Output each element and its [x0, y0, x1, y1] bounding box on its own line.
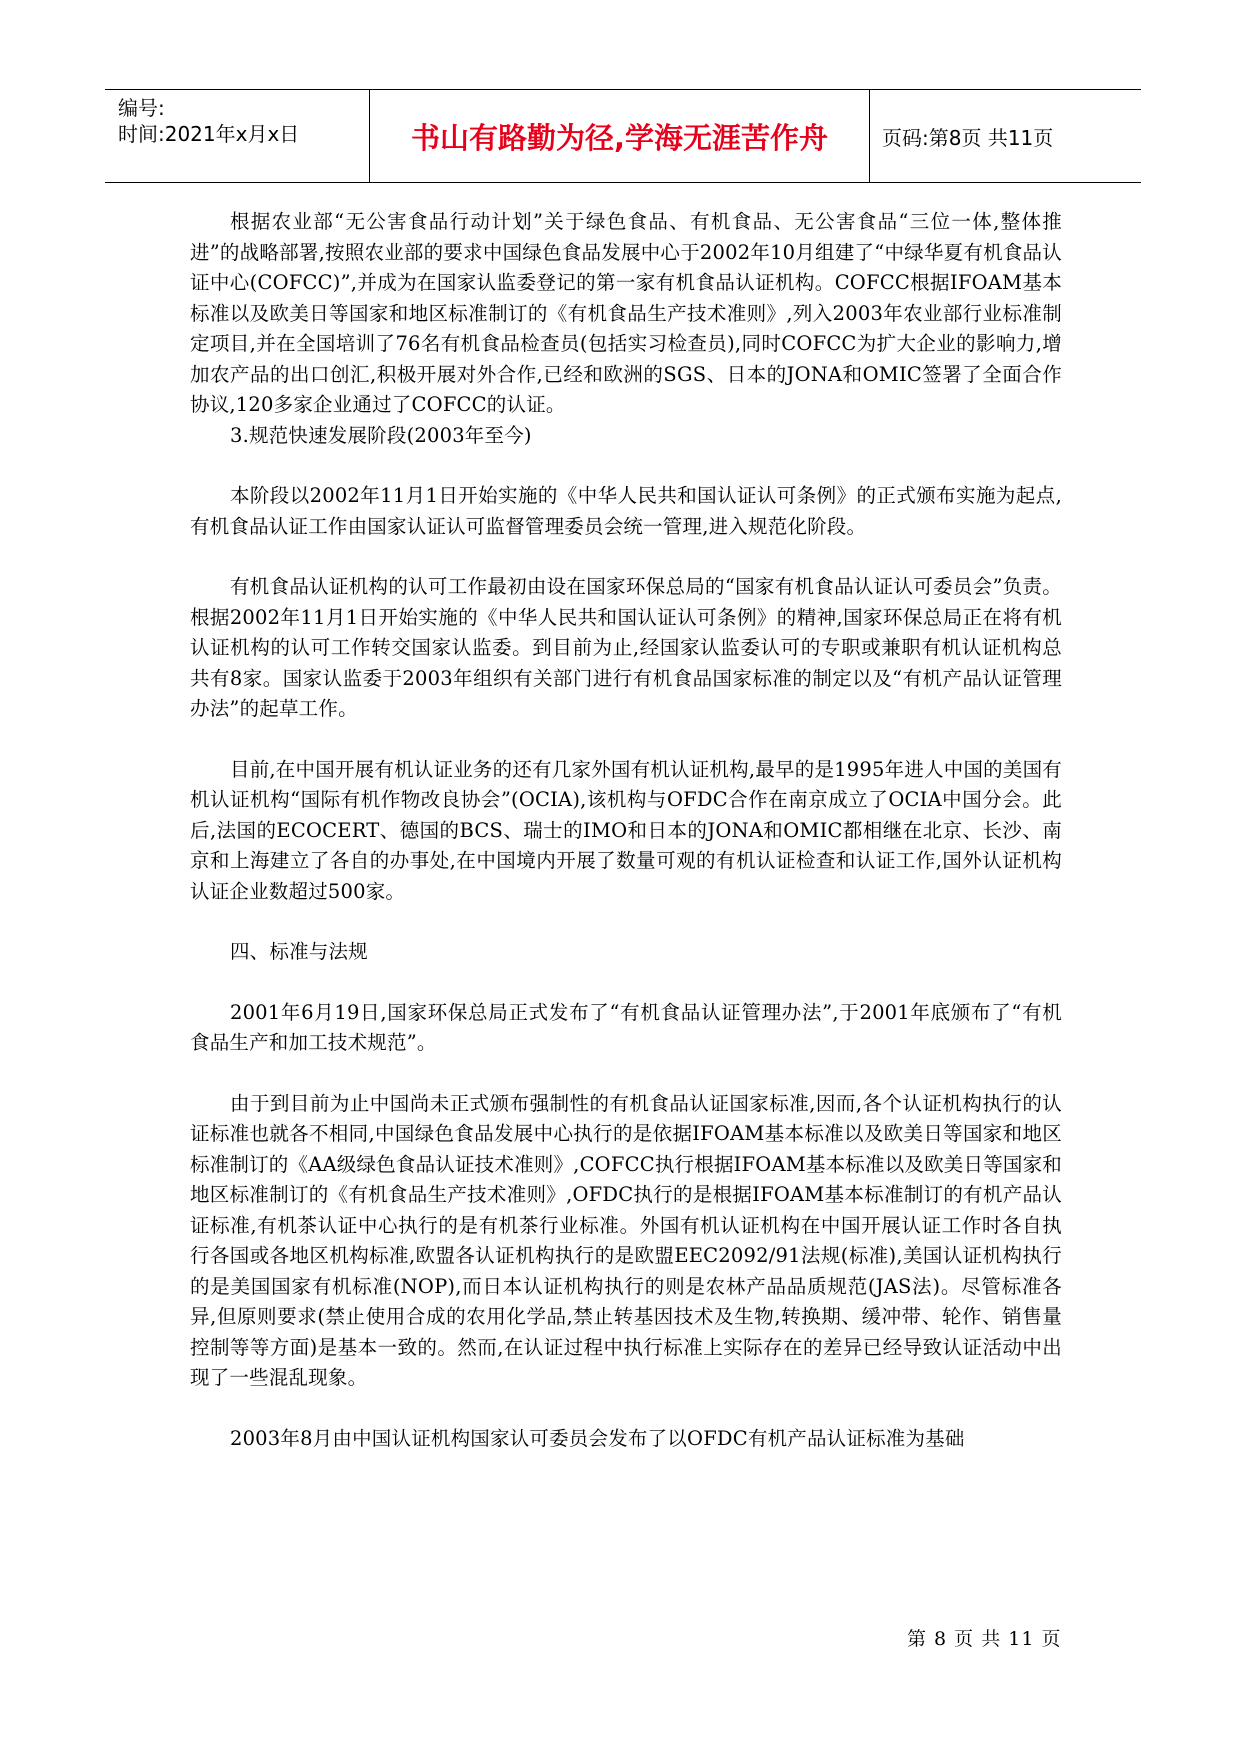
header-motto: 书山有路勤为径,学海无涯苦作舟 [370, 90, 870, 182]
document-body [190, 207, 1062, 1454]
paragraph-stage-3-intro: 本阶段以2002年11月1日开始实施的《中华人民共和国认证认可条例》的正式颁布实施为起点,有机食品认证工作由国家认证认可监督管理委员会统一管理,进入规范化阶段。 [190, 484, 1062, 538]
paragraph-foreign-bodies: 目前,在中国开展有机认证业务的还有几家外国有机认证机构,最早的是1995年进人中国的美国有机认证机构“国际有机作物改良协会”(OCIA),该机构与OFDC合作在南京成立了OCIA中国分会。此后,法国的ECOCERT、德国的BCS、瑞士的IMO和日本的JONA和OMIC都相继在北京、长沙、南京和上海建立了各自的办事处,在中国境内开展了数量可观的有机认证检查和认证工作,国外认证机构认证企业数超过500家。 [190, 757, 1062, 903]
header-info-cell [105, 90, 370, 182]
page-footer-number: 第 8 页 共 11 页 [907, 1628, 1062, 1650]
section-heading-standards: 四、标准与法规 [229, 940, 368, 963]
document-time: 时间:2021年x月x日 [118, 122, 300, 146]
paragraph-standards-diversity: 由于到目前为止中国尚未正式颁布强制性的有机食品认证国家标准,因而,各个认证机构执行的认证标准也就各不相同,中国绿色食品发展中心执行的是依据IFOAM基本标准以及欧美日等国家和地区标准制订的《AA级绿色食品认证技术准则》,COFCC执行根据IFOAM基本标准以及欧美日等国家和地区标准制订的《有机食品生产技术准则》,OFDC执行的是根据IFOAM基本标准制订的有机产品认证标准,有机茶认证中心执行的是有机茶行业标准。外国有机认证机构在中国开展认证工作时各自执行各国或各地区机构标准,欧盟各认证机构执行的是欧盟EEC2092/91法规(标准),美国认证机构执行的是美国国家有机标准(NOP),而日本认证机构执行的则是农林产品品质规范(JAS法)。尽管标准各异,但原则要求(禁止使用合成的农用化学品,禁止转基因技术及生物,转换期、缓冲带、轮作、销售量控制等等方面)是基本一致的。然而,在认证过程中执行标准上实际存在的差异已经导致认证活动中出现了一些混乱现象。 [190, 1091, 1063, 1389]
paragraph-2003-standard: 2003年8月由中国认证机构国家认可委员会发布了以OFDC有机产品认证标准为基础 [229, 1426, 965, 1450]
paragraph-2001-regulation: 2001年6月19日,国家环保总局正式发布了“有机食品认证管理办法”,于2001年底颁布了“有机食品生产和加工技术规范”。 [190, 1000, 1062, 1054]
paragraph-accreditation: 有机食品认证机构的认可工作最初由设在国家环保总局的“国家有机食品认证认可委员会”负责。根据2002年11月1日开始实施的《中华人民共和国认证认可条例》的精神,国家环保总局正在将有机认证机构的认可工作转交国家认监委。到目前为止,经国家认监委认可的专职或兼职有机认证机构总共有8家。国家认监委于2003年组织有关部门进行有机食品国家标准的制定以及“有机产品认证管理办法”的起草工作。 [190, 575, 1062, 720]
header-page-code: 页码:第8页 共11页 [882, 125, 1054, 150]
paragraph-cofcc: 根据农业部“无公害食品行动计划”关于绿色食品、有机食品、无公害食品“三位一体,整体推进”的战略部署,按照农业部的要求中国绿色食品发展中心于2002年10月组建了“中绿华夏有机食品认证中心(COFCC)”,并成为在国家认监委登记的第一家有机食品认证机构。COFCC根据IFOAM基本标准以及欧美日等国家和地区标准制订的《有机食品生产技术准则》,列入2003年农业部行业标准制定项目,并在全国培训了76名有机食品检查员(包括实习检查员),同时COFCC为扩大企业的影响力,增加农产品的出口创汇,积极开展对外合作,已经和欧洲的SGS、日本的JONA和OMIC签署了全面合作协议,120多家企业通过了COFCC的认证。 [190, 210, 1062, 416]
page-header [105, 89, 1141, 183]
document-number-label: 编号: [118, 96, 165, 120]
section-heading-stage-3: 3.规范快速发展阶段(2003年至今) [229, 423, 532, 447]
